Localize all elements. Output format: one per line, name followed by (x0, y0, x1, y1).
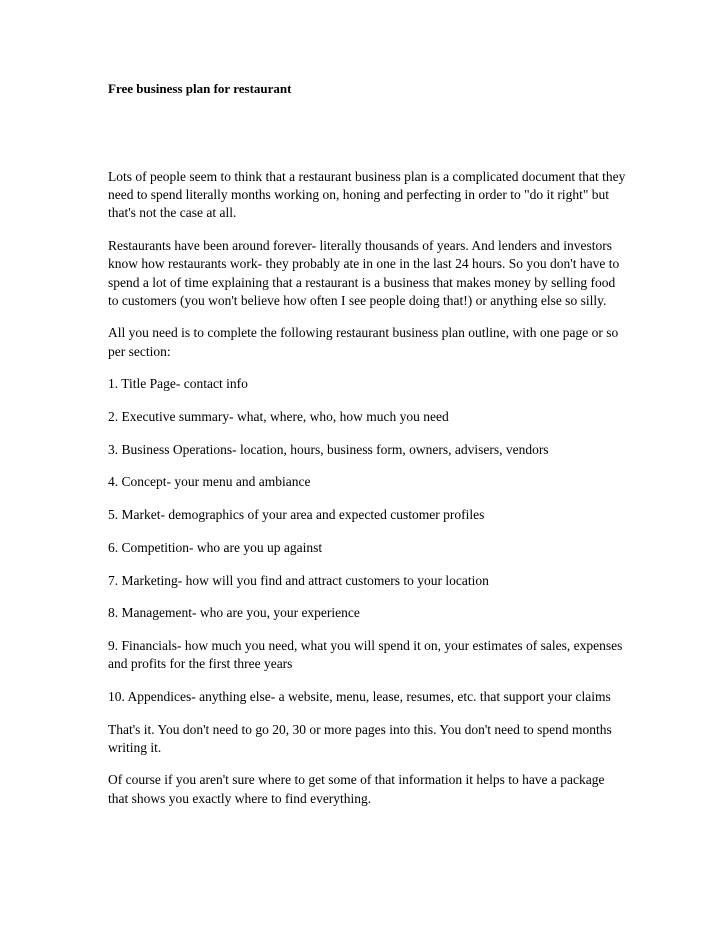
outline-item-competition: 6. Competition- who are you up against (108, 539, 323, 555)
outline-item-executive-summary: 2. Executive summary- what, where, who, how much you need (108, 409, 449, 425)
paragraph-of-course: Of course if you aren't sure where to get some of that information it helps to have a package that shows you exactly where to find everything. (108, 772, 605, 806)
paragraph-intro: Lots of people seem to think that a restaurant business plan is a complicated document that they need to spend literally months working on, honing and perfecting in order to "do it right" but that's not the case at all. (108, 169, 626, 221)
document-title: Free business plan for restaurant (108, 81, 292, 96)
document-page (108, 80, 628, 822)
outline-item-marketing: 7. Marketing- how will you find and attract customers to your location (108, 572, 489, 588)
paragraph-restaurants: Restaurants have been around forever- literally thousands of years. And lenders and investors know how restaurants work- they probably ate in one in the last 24 hours. So you don't have to spend a lot of time explaining that a restaurant is a business that makes money by selling food to customers (you won't believe how often I see people doing that!) or anything else so silly. (108, 238, 620, 308)
outline-item-concept: 4. Concept- your menu and ambiance (108, 474, 311, 490)
outline-item-business-operations: 3. Business Operations- location, hours, business form, owners, advisers, vendors (108, 441, 549, 457)
outline-item-title-page: 1. Title Page- contact info (108, 376, 248, 392)
outline-item-market: 5. Market- demographics of your area and expected customer profiles (108, 507, 485, 523)
outline-item-management: 8. Management- who are you, your experience (108, 605, 360, 621)
outline-item-financials: 9. Financials- how much you need, what you will spend it on, your estimates of sales, expenses and profits for the first three years (108, 637, 623, 672)
outline-item-appendices: 10. Appendices- anything else- a website, menu, lease, resumes, etc. that support your claims (108, 688, 611, 704)
document-body (108, 168, 628, 808)
paragraph-outline-intro: All you need is to complete the following restaurant business plan outline, with one page or so per section: (108, 325, 619, 359)
paragraph-thats-it: That's it. You don't need to go 20, 30 or more pages into this. You don't need to spend months writing it. (108, 721, 612, 755)
